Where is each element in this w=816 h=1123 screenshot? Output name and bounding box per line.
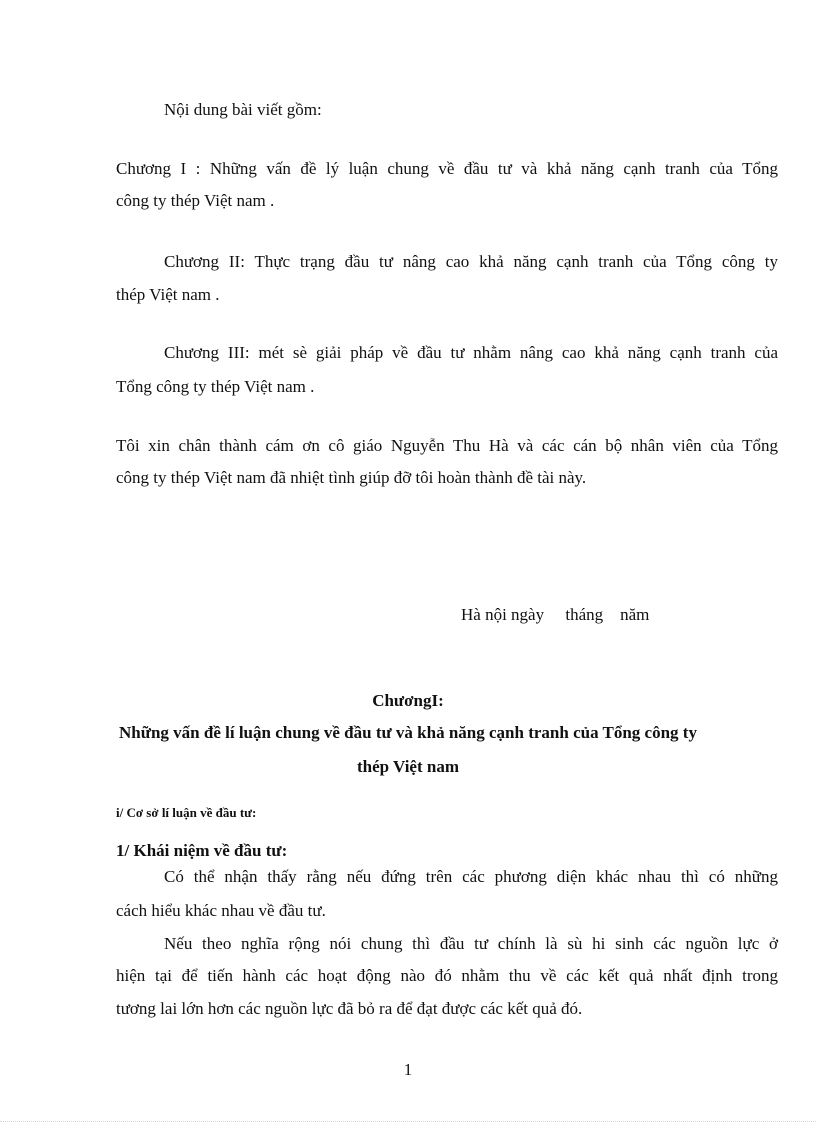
- para2-line2: hiện tại để tiến hành các hoạt động nào đó nhằm thu về các kết quả nhất định trong: [116, 966, 778, 985]
- chapter1-summary-line1: Chương I : Những vấn đề lý luận chung về đầu tư và khả năng cạnh tranh của Tổng: [116, 159, 778, 178]
- chapter1-summary-line2: công ty thép Việt nam .: [116, 191, 275, 210]
- chapter2-summary-line2: thép Việt nam .: [116, 285, 220, 304]
- section-heading: i/ Cơ sở lí luận về đầu tư:: [116, 805, 257, 820]
- page-number: 1: [403, 1060, 413, 1079]
- page-bottom-rule: [0, 1121, 816, 1122]
- para2-line3: tương lai lớn hơn các nguồn lực đã bỏ ra để đạt được các kết quả đó.: [116, 999, 583, 1018]
- chapter3-summary-line2: Tổng công ty thép Việt nam .: [116, 377, 315, 396]
- para2-line1: Nếu theo nghĩa rộng nói chung thì đầu tư chính là sù hi sinh các nguồn lực ở: [164, 934, 778, 953]
- chapter2-summary-line1: Chương II: Thực trạng đầu tư nâng cao khả năng cạnh tranh của Tổng công ty: [164, 252, 778, 271]
- intro-heading: Nội dung bài viết gồm:: [164, 100, 322, 119]
- sub-heading: 1/ Khái niệm về đầu tư:: [116, 841, 288, 860]
- chapter-label: ChươngI:: [372, 691, 444, 710]
- para1-line1: Có thể nhận thấy rằng nếu đứng trên các phương diện khác nhau thì có những: [164, 867, 778, 886]
- chapter-title-line1: Những vấn đề lí luận chung về đầu tư và khả năng cạnh tranh của Tổng công ty: [119, 723, 697, 742]
- date-line: Hà nội ngày tháng năm: [461, 605, 650, 624]
- thanks-line2: công ty thép Việt nam đã nhiệt tình giúp đỡ tôi hoàn thành đề tài này.: [116, 468, 587, 487]
- chapter-title-line2: thép Việt nam: [357, 757, 459, 776]
- thanks-line1: Tôi xin chân thành cám ơn cô giáo Nguyễn Thu Hà và các cán bộ nhân viên của Tổng: [116, 436, 778, 455]
- chapter3-summary-line1: Chương III: mét sè giải pháp về đầu tư nhằm nâng cao khả năng cạnh tranh của: [164, 343, 778, 362]
- para1-line2: cách hiểu khác nhau về đầu tư.: [116, 901, 326, 920]
